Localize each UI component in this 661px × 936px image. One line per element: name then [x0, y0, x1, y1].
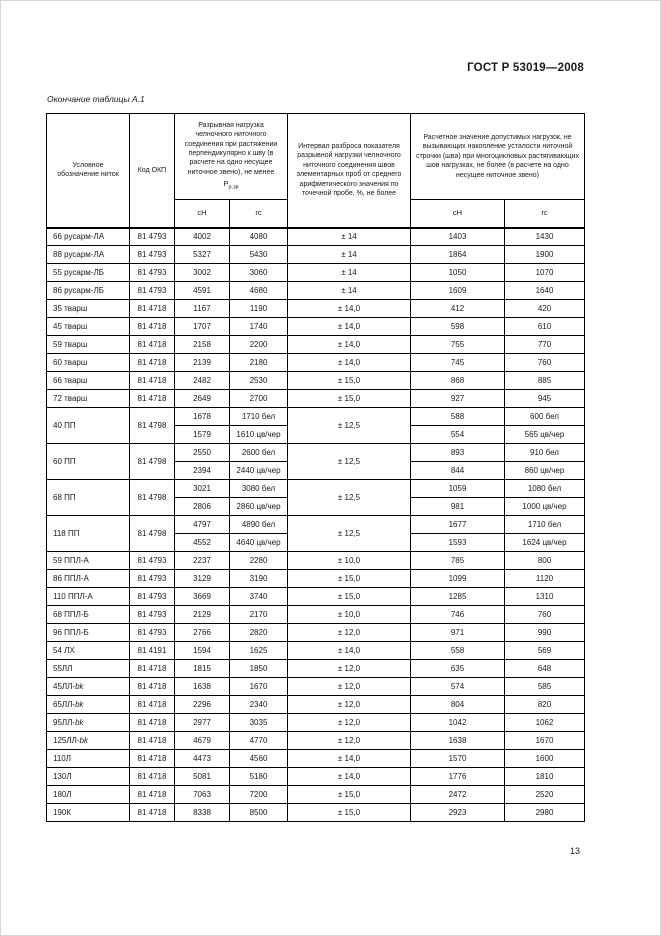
thread-name-cell: 190К: [47, 804, 130, 822]
breaking-load-gs-cell: 2340: [230, 696, 288, 714]
okp-code-cell: 81 4718: [130, 750, 175, 768]
table-row: [47, 264, 585, 282]
allowed-load-cn-cell: 755: [411, 336, 505, 354]
allowed-load-cn-cell: 2923: [411, 804, 505, 822]
table-row: [47, 660, 585, 678]
okp-code-cell: 81 4793: [130, 228, 175, 246]
allowed-load-gs-cell: 1310: [505, 588, 585, 606]
breaking-load-cn-cell: 2977: [175, 714, 230, 732]
okp-code-cell: 81 4718: [130, 660, 175, 678]
breaking-load-cn-cell: 2649: [175, 390, 230, 408]
standard-code: ГОСТ Р 53019—2008: [467, 62, 584, 74]
okp-code-cell: 81 4798: [130, 516, 175, 552]
allowed-load-cn-cell: 1050: [411, 264, 505, 282]
allowed-load-gs-cell: 569: [505, 642, 585, 660]
table-row: [47, 246, 585, 264]
interval-cell: ± 14: [288, 228, 411, 246]
name-italic-suffix: bk: [79, 736, 88, 745]
interval-cell: ± 15,0: [288, 588, 411, 606]
okp-code-cell: 81 4718: [130, 696, 175, 714]
allowed-load-cn-cell: 1593: [411, 534, 505, 552]
breaking-load-cn-cell: 1594: [175, 642, 230, 660]
unit-gs-allowed: гс: [505, 200, 585, 228]
interval-cell: ± 15,0: [288, 390, 411, 408]
breaking-load-cn-cell: 5327: [175, 246, 230, 264]
allowed-load-gs-cell: 648: [505, 660, 585, 678]
thread-name-cell: 68 ПП: [47, 480, 130, 516]
table-row: [47, 444, 585, 462]
thread-name-cell: 55 русарм-ЛБ: [47, 264, 130, 282]
allowed-load-gs-cell: 1810: [505, 768, 585, 786]
thread-name-cell: 55ЛЛ: [47, 660, 130, 678]
table-row: [47, 516, 585, 534]
thread-name-cell: 45 тварш: [47, 318, 130, 336]
breaking-load-gs-cell: 1190: [230, 300, 288, 318]
thread-name-cell: 86 ППЛ-А: [47, 570, 130, 588]
thread-name-cell: 35 тварш: [47, 300, 130, 318]
breaking-load-gs-cell: 5180: [230, 768, 288, 786]
table-row: [47, 588, 585, 606]
breaking-load-cn-cell: 8338: [175, 804, 230, 822]
breaking-load-gs-cell: 2280: [230, 552, 288, 570]
interval-cell: ± 14,0: [288, 300, 411, 318]
okp-code-cell: 81 4718: [130, 336, 175, 354]
table-row: [47, 786, 585, 804]
breaking-load-gs-cell: 3080 бел: [230, 480, 288, 498]
allowed-load-gs-cell: 910 бел: [505, 444, 585, 462]
breaking-load-gs-cell: 5430: [230, 246, 288, 264]
allowed-load-gs-cell: 1624 цв/чер: [505, 534, 585, 552]
interval-cell: ± 12,0: [288, 732, 411, 750]
table-row: [47, 336, 585, 354]
table-header: [47, 114, 585, 228]
allowed-load-gs-cell: 2980: [505, 804, 585, 822]
interval-cell: ± 12,5: [288, 480, 411, 516]
header-okp-code: Код ОКП: [130, 114, 175, 228]
breaking-load-gs-cell: 3190: [230, 570, 288, 588]
okp-code-cell: 81 4191: [130, 642, 175, 660]
header-thread-designation: Условное обозначение ниток: [47, 114, 130, 228]
allowed-load-gs-cell: 760: [505, 606, 585, 624]
breaking-load-gs-cell: 1740: [230, 318, 288, 336]
breaking-load-gs-cell: 4080: [230, 228, 288, 246]
allowed-load-gs-cell: 1430: [505, 228, 585, 246]
breaking-load-gs-cell: 2530: [230, 372, 288, 390]
table-body: [47, 228, 585, 822]
thread-name-cell: 130Л: [47, 768, 130, 786]
okp-code-cell: 81 4718: [130, 390, 175, 408]
breaking-load-cn-cell: 1678: [175, 408, 230, 426]
allowed-load-cn-cell: 588: [411, 408, 505, 426]
allowed-load-cn-cell: 554: [411, 426, 505, 444]
okp-code-cell: 81 4793: [130, 552, 175, 570]
okp-code-cell: 81 4793: [130, 246, 175, 264]
unit-gs-breaking: гс: [230, 200, 288, 228]
allowed-load-cn-cell: 844: [411, 462, 505, 480]
allowed-load-cn-cell: 893: [411, 444, 505, 462]
breaking-load-gs-cell: 3035: [230, 714, 288, 732]
okp-code-cell: 81 4793: [130, 606, 175, 624]
table-row: [47, 228, 585, 246]
allowed-load-cn-cell: 412: [411, 300, 505, 318]
interval-cell: ± 12,0: [288, 696, 411, 714]
breaking-load-cn-cell: 4002: [175, 228, 230, 246]
allowed-load-cn-cell: 971: [411, 624, 505, 642]
allowed-load-gs-cell: 565 цв/чер: [505, 426, 585, 444]
breaking-load-cn-cell: 2129: [175, 606, 230, 624]
breaking-load-cn-cell: 4797: [175, 516, 230, 534]
breaking-load-gs-cell: 1850: [230, 660, 288, 678]
table-row: [47, 318, 585, 336]
interval-cell: ± 15,0: [288, 804, 411, 822]
breaking-load-gs-cell: 7200: [230, 786, 288, 804]
breaking-load-cn-cell: 3002: [175, 264, 230, 282]
allowed-load-cn-cell: 574: [411, 678, 505, 696]
breaking-load-cn-cell: 3021: [175, 480, 230, 498]
breaking-load-gs-cell: 2700: [230, 390, 288, 408]
interval-cell: ± 12,0: [288, 660, 411, 678]
allowed-load-cn-cell: 1285: [411, 588, 505, 606]
allowed-load-cn-cell: 598: [411, 318, 505, 336]
breaking-load-cn-cell: 1815: [175, 660, 230, 678]
table-row: [47, 606, 585, 624]
okp-code-cell: 81 4793: [130, 264, 175, 282]
allowed-load-cn-cell: 635: [411, 660, 505, 678]
interval-cell: ± 12,0: [288, 678, 411, 696]
breaking-load-gs-cell: 4680: [230, 282, 288, 300]
interval-cell: ± 10,0: [288, 606, 411, 624]
breaking-load-cn-cell: 1638: [175, 678, 230, 696]
interval-cell: ± 10,0: [288, 552, 411, 570]
breaking-load-gs-cell: 4560: [230, 750, 288, 768]
allowed-load-cn-cell: 981: [411, 498, 505, 516]
breaking-load-gs-cell: 2170: [230, 606, 288, 624]
allowed-load-gs-cell: 1070: [505, 264, 585, 282]
table-row: [47, 300, 585, 318]
allowed-load-gs-cell: 945: [505, 390, 585, 408]
table-row: [47, 408, 585, 426]
interval-cell: ± 12,0: [288, 624, 411, 642]
allowed-load-gs-cell: 990: [505, 624, 585, 642]
okp-code-cell: 81 4798: [130, 480, 175, 516]
breaking-load-cn-cell: 4679: [175, 732, 230, 750]
breaking-load-cn-cell: 2237: [175, 552, 230, 570]
allowed-load-cn-cell: 868: [411, 372, 505, 390]
allowed-load-cn-cell: 927: [411, 390, 505, 408]
allowed-load-cn-cell: 1403: [411, 228, 505, 246]
okp-code-cell: 81 4793: [130, 588, 175, 606]
okp-code-cell: 81 4718: [130, 768, 175, 786]
allowed-load-cn-cell: 1042: [411, 714, 505, 732]
unit-cn-allowed: сН: [411, 200, 505, 228]
allowed-load-gs-cell: 1120: [505, 570, 585, 588]
okp-code-cell: 81 4718: [130, 732, 175, 750]
allowed-load-cn-cell: 1059: [411, 480, 505, 498]
allowed-load-cn-cell: 558: [411, 642, 505, 660]
allowed-load-cn-cell: 1776: [411, 768, 505, 786]
table-row: [47, 480, 585, 498]
thread-name-cell: 60 ПП: [47, 444, 130, 480]
table-row: [47, 768, 585, 786]
thread-name-cell: 125ЛЛ-bk: [47, 732, 130, 750]
allowed-load-gs-cell: 2520: [505, 786, 585, 804]
table-row: [47, 732, 585, 750]
table-row: [47, 642, 585, 660]
allowed-load-gs-cell: 1900: [505, 246, 585, 264]
thread-name-cell: 54 ЛХ: [47, 642, 130, 660]
breaking-load-cn-cell: 5081: [175, 768, 230, 786]
breaking-load-cn-cell: 4591: [175, 282, 230, 300]
breaking-load-gs-cell: 3060: [230, 264, 288, 282]
okp-code-cell: 81 4798: [130, 444, 175, 480]
breaking-load-cn-cell: 2806: [175, 498, 230, 516]
okp-code-cell: 81 4798: [130, 408, 175, 444]
thread-name-cell: 59 тварш: [47, 336, 130, 354]
breaking-load-cn-cell: 2139: [175, 354, 230, 372]
allowed-load-gs-cell: 420: [505, 300, 585, 318]
allowed-load-gs-cell: 1670: [505, 732, 585, 750]
table-row: [47, 390, 585, 408]
symbol-main: Р: [223, 179, 229, 189]
thread-name-cell: 45ЛЛ-bk: [47, 678, 130, 696]
breaking-load-cn-cell: 3129: [175, 570, 230, 588]
allowed-load-gs-cell: 1062: [505, 714, 585, 732]
breaking-load-gs-cell: 2860 цв/чер: [230, 498, 288, 516]
thread-name-cell: 110 ППЛ-А: [47, 588, 130, 606]
interval-cell: ± 12,5: [288, 408, 411, 444]
header-allowed-load: Расчетное значение допустимых нагрузок, не вызывающих накопление усталости ниточной строчки (шва) при многоцикловых растягивающих шов нагрузках, не более (в расчете на одно несущее ниточное звено): [411, 114, 585, 200]
okp-code-cell: 81 4718: [130, 318, 175, 336]
interval-cell: ± 14,0: [288, 642, 411, 660]
interval-cell: ± 14,0: [288, 768, 411, 786]
thread-name-cell: 180Л: [47, 786, 130, 804]
okp-code-cell: 81 4718: [130, 372, 175, 390]
allowed-load-cn-cell: 745: [411, 354, 505, 372]
breaking-load-cn-cell: 2550: [175, 444, 230, 462]
breaking-load-cn-cell: 2296: [175, 696, 230, 714]
thread-name-cell: 59 ППЛ-А: [47, 552, 130, 570]
allowed-load-gs-cell: 610: [505, 318, 585, 336]
allowed-load-cn-cell: 804: [411, 696, 505, 714]
interval-cell: ± 15,0: [288, 786, 411, 804]
threads-load-table: [46, 113, 585, 822]
thread-name-cell: 66 тварш: [47, 372, 130, 390]
allowed-load-gs-cell: 860 цв/чер: [505, 462, 585, 480]
breaking-load-symbol: [179, 179, 283, 192]
breaking-load-gs-cell: 1625: [230, 642, 288, 660]
name-italic-suffix: bk: [75, 718, 84, 727]
okp-code-cell: 81 4718: [130, 804, 175, 822]
interval-cell: ± 14,0: [288, 354, 411, 372]
allowed-load-gs-cell: 1640: [505, 282, 585, 300]
table-row: [47, 714, 585, 732]
interval-cell: ± 12,5: [288, 444, 411, 480]
okp-code-cell: 81 4718: [130, 354, 175, 372]
breaking-load-gs-cell: 2600 бел: [230, 444, 288, 462]
interval-cell: ± 12,5: [288, 516, 411, 552]
thread-name-cell: 72 тварш: [47, 390, 130, 408]
okp-code-cell: 81 4793: [130, 624, 175, 642]
table-row: [47, 678, 585, 696]
breaking-load-cn-cell: 2158: [175, 336, 230, 354]
breaking-load-gs-cell: 2200: [230, 336, 288, 354]
breaking-load-cn-cell: 7063: [175, 786, 230, 804]
header-breaking-load: [175, 114, 288, 200]
interval-cell: ± 14,0: [288, 750, 411, 768]
allowed-load-cn-cell: 746: [411, 606, 505, 624]
breaking-load-gs-cell: 1670: [230, 678, 288, 696]
interval-cell: ± 14: [288, 264, 411, 282]
allowed-load-gs-cell: 770: [505, 336, 585, 354]
breaking-load-cn-cell: 2766: [175, 624, 230, 642]
header-row-main: [47, 114, 585, 200]
allowed-load-cn-cell: 1677: [411, 516, 505, 534]
table-row: [47, 570, 585, 588]
interval-cell: ± 14,0: [288, 336, 411, 354]
breaking-load-gs-cell: 4640 цв/чер: [230, 534, 288, 552]
breaking-load-cn-cell: 4552: [175, 534, 230, 552]
table-row: [47, 372, 585, 390]
allowed-load-cn-cell: 785: [411, 552, 505, 570]
breaking-load-cn-cell: 3669: [175, 588, 230, 606]
thread-name-cell: 60 тварш: [47, 354, 130, 372]
table-row: [47, 282, 585, 300]
thread-name-cell: 88 русарм-ЛА: [47, 246, 130, 264]
interval-cell: ± 14: [288, 282, 411, 300]
interval-cell: ± 14: [288, 246, 411, 264]
name-italic-suffix: bk: [75, 700, 84, 709]
header-interval: Интервал разброса показателя разрывной нагрузки челночного ниточного соединения швов элементарных проб от среднего арифметического значения по точечной пробе, %, не более: [288, 114, 411, 228]
header-breaking-load-text: Разрывная нагрузка челночного ниточного соединения при растяжении перпендикулярно к шву (в расчете на одно несущее ниточное звено), не менее: [184, 121, 278, 176]
thread-name-cell: 86 русарм-ЛБ: [47, 282, 130, 300]
breaking-load-cn-cell: 2394: [175, 462, 230, 480]
breaking-load-cn-cell: 1579: [175, 426, 230, 444]
table-row: [47, 750, 585, 768]
interval-cell: ± 15,0: [288, 372, 411, 390]
thread-name-cell: 96 ППЛ-Б: [47, 624, 130, 642]
allowed-load-cn-cell: 1609: [411, 282, 505, 300]
breaking-load-gs-cell: 2180: [230, 354, 288, 372]
interval-cell: ± 12,0: [288, 714, 411, 732]
breaking-load-cn-cell: 2482: [175, 372, 230, 390]
breaking-load-cn-cell: 1167: [175, 300, 230, 318]
breaking-load-cn-cell: 1707: [175, 318, 230, 336]
table-row: [47, 354, 585, 372]
allowed-load-cn-cell: 1099: [411, 570, 505, 588]
breaking-load-gs-cell: 2440 цв/чер: [230, 462, 288, 480]
okp-code-cell: 81 4793: [130, 282, 175, 300]
table-row: [47, 552, 585, 570]
name-italic-suffix: bk: [75, 682, 84, 691]
thread-name-cell: 110Л: [47, 750, 130, 768]
breaking-load-gs-cell: 1710 бел: [230, 408, 288, 426]
allowed-load-gs-cell: 885: [505, 372, 585, 390]
thread-name-cell: 40 ПП: [47, 408, 130, 444]
allowed-load-gs-cell: 1080 бел: [505, 480, 585, 498]
thread-name-cell: 118 ПП: [47, 516, 130, 552]
allowed-load-gs-cell: 820: [505, 696, 585, 714]
table-row: [47, 624, 585, 642]
breaking-load-gs-cell: 4890 бел: [230, 516, 288, 534]
okp-code-cell: 81 4718: [130, 714, 175, 732]
interval-cell: ± 14,0: [288, 318, 411, 336]
table-row: [47, 804, 585, 822]
breaking-load-cn-cell: 4473: [175, 750, 230, 768]
allowed-load-cn-cell: 1570: [411, 750, 505, 768]
breaking-load-gs-cell: 2820: [230, 624, 288, 642]
breaking-load-gs-cell: 3740: [230, 588, 288, 606]
allowed-load-cn-cell: 2472: [411, 786, 505, 804]
thread-name-cell: 95ЛЛ-bk: [47, 714, 130, 732]
symbol-subscript: р.зв: [228, 184, 239, 191]
breaking-load-gs-cell: 4770: [230, 732, 288, 750]
allowed-load-gs-cell: 760: [505, 354, 585, 372]
breaking-load-gs-cell: 8500: [230, 804, 288, 822]
allowed-load-gs-cell: 1710 бел: [505, 516, 585, 534]
table-caption: Окончание таблицы А.1: [47, 94, 145, 104]
okp-code-cell: 81 4718: [130, 786, 175, 804]
okp-code-cell: 81 4718: [130, 678, 175, 696]
allowed-load-cn-cell: 1638: [411, 732, 505, 750]
allowed-load-gs-cell: 1000 цв/чер: [505, 498, 585, 516]
okp-code-cell: 81 4793: [130, 570, 175, 588]
breaking-load-gs-cell: 1610 цв/чер: [230, 426, 288, 444]
thread-name-cell: 65ЛЛ-bk: [47, 696, 130, 714]
unit-cn-breaking: сН: [175, 200, 230, 228]
allowed-load-gs-cell: 585: [505, 678, 585, 696]
table-row: [47, 696, 585, 714]
thread-name-cell: 68 ППЛ-Б: [47, 606, 130, 624]
thread-name-cell: 66 русарм-ЛА: [47, 228, 130, 246]
allowed-load-gs-cell: 1600: [505, 750, 585, 768]
allowed-load-gs-cell: 600 бел: [505, 408, 585, 426]
allowed-load-gs-cell: 800: [505, 552, 585, 570]
interval-cell: ± 15,0: [288, 570, 411, 588]
okp-code-cell: 81 4718: [130, 300, 175, 318]
page-number: 13: [569, 846, 580, 856]
allowed-load-cn-cell: 1864: [411, 246, 505, 264]
